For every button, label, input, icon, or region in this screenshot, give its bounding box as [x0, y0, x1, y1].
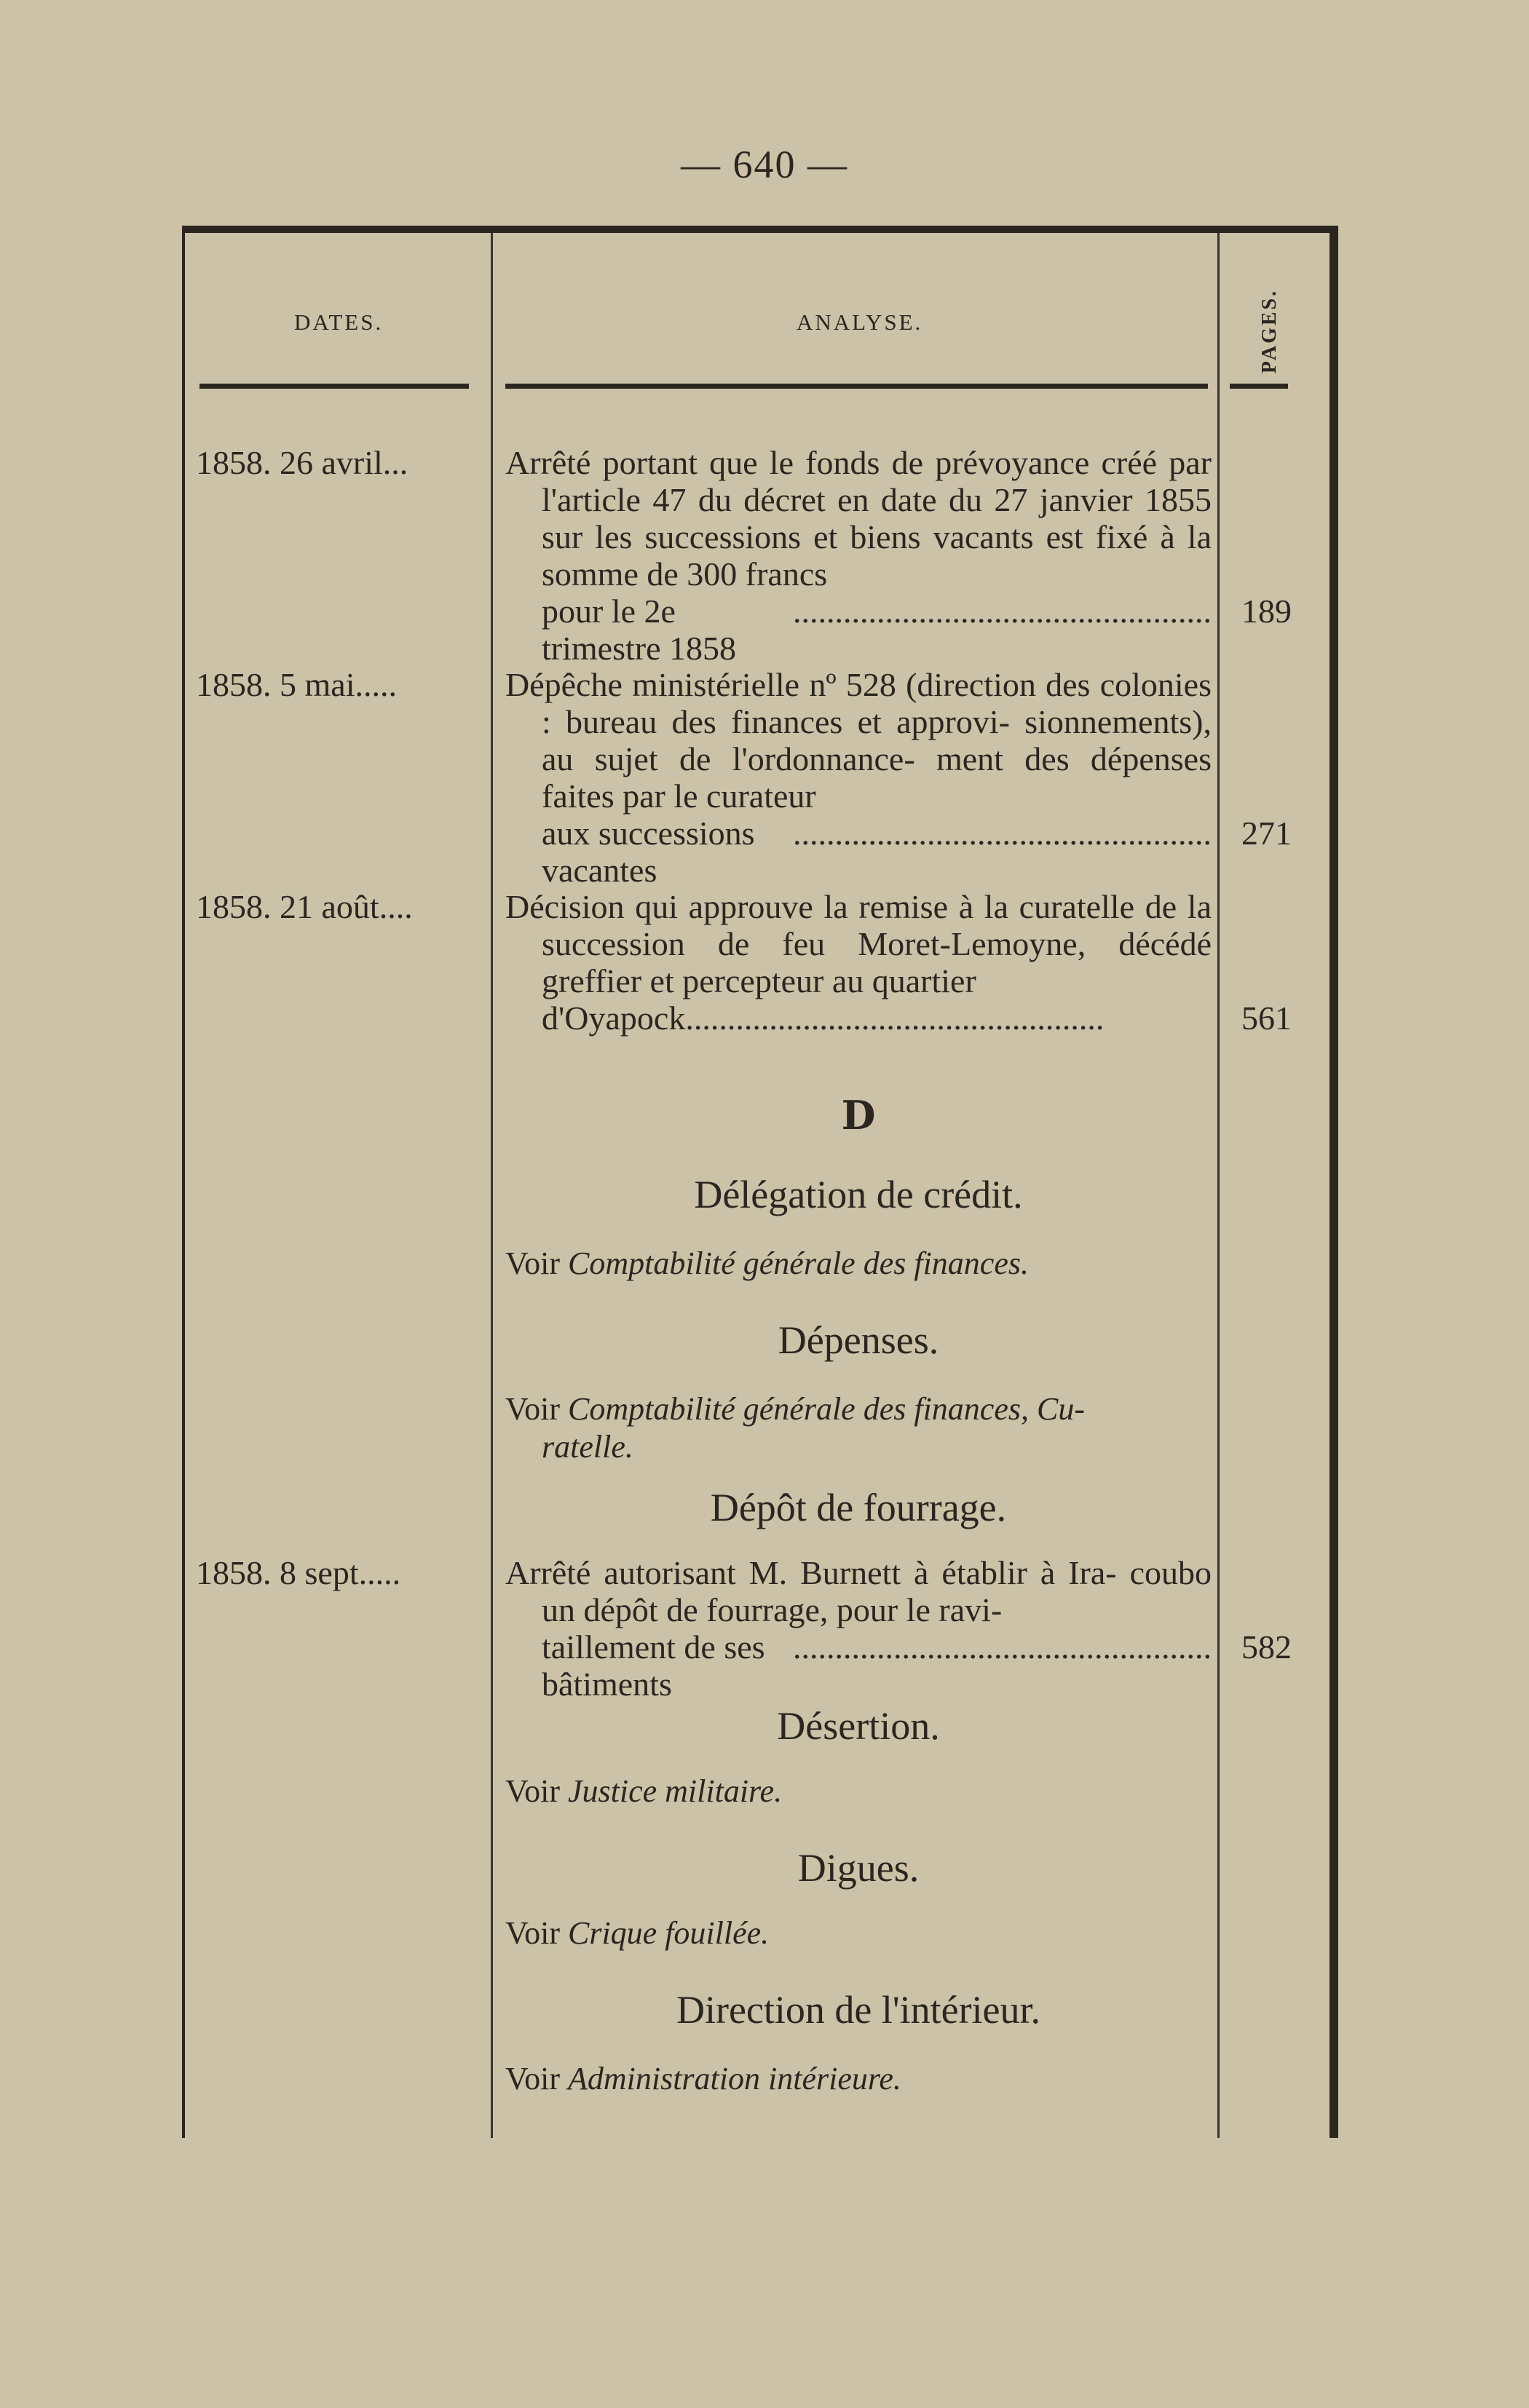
- entry-analysis: Arrêté portant que le fonds de prévoyance créé par l'article 47 du décret en date du 27 janvier 1855 sur les successions et biens vacants est fixé à la somme de 300 francs pour le 2e trimestre 1858 ..................................................: [505, 444, 1212, 667]
- see-also: Voir Administration intérieure.: [505, 2061, 901, 2096]
- column-divider-pages: [1217, 233, 1220, 2138]
- see-also: Voir Justice militaire.: [505, 1773, 783, 1809]
- entry-page: 271: [1241, 815, 1292, 852]
- entry-date: 1858. 8 sept.....: [196, 1554, 401, 1591]
- header-analyse: ANALYSE.: [797, 309, 923, 335]
- entry-date: 1858. 26 avril...: [196, 444, 408, 481]
- entry-analysis: Arrêté autorisant M. Burnett à établir à Ira- coubo un dépôt de fourrage, pour le ravi- taillement de ses bâtiments ..................................................: [505, 1554, 1212, 1703]
- entry-date: 1858. 21 août....: [196, 888, 413, 925]
- see-also: Voir Comptabilité générale des finances, Cu- ratelle.: [505, 1391, 1085, 1465]
- header-pages-cell: [1241, 277, 1299, 386]
- page-number: — 640 —: [681, 143, 848, 186]
- index-table: [182, 226, 1338, 2138]
- entry-date: 1858. 5 mai.....: [196, 666, 397, 703]
- header-pages: PAGES.: [1258, 288, 1281, 374]
- see-also: Voir Crique fouillée.: [505, 1915, 770, 1951]
- header-rule-dates: [199, 384, 469, 389]
- entry-page: 189: [1241, 593, 1292, 630]
- section-letter: D: [841, 1092, 876, 1138]
- section-heading: Direction de l'intérieur.: [676, 1988, 1041, 2032]
- entry-page: 582: [1241, 1628, 1292, 1666]
- section-heading: Désertion.: [777, 1704, 940, 1748]
- section-heading: Digues.: [797, 1846, 920, 1890]
- entry-page: 561: [1241, 999, 1292, 1037]
- header-rule-analyse: [505, 384, 1208, 389]
- section-heading: Délégation de crédit.: [694, 1173, 1023, 1216]
- header-rule-pages: [1230, 384, 1288, 389]
- header-dates: DATES.: [294, 309, 384, 335]
- section-heading: Dépôt de fourrage.: [710, 1486, 1007, 1529]
- see-also: Voir Comptabilité générale des finances.: [505, 1245, 1029, 1281]
- entry-analysis: Dépêche ministérielle nº 528 (direction des colonies : bureau des finances et approvi- sionnements), au sujet de l'ordonnance- ment des dépenses faites par le curateur aux successions vacantes ..................................................: [505, 666, 1212, 889]
- entry-analysis: Décision qui approuve la remise à la curatelle de la succession de feu Moret-Lemoyne, décédé greffier et percepteur au quartier d'Oyapock ..................................................: [505, 888, 1212, 1037]
- section-heading: Dépenses.: [778, 1318, 939, 1362]
- column-divider-dates: [491, 233, 493, 2138]
